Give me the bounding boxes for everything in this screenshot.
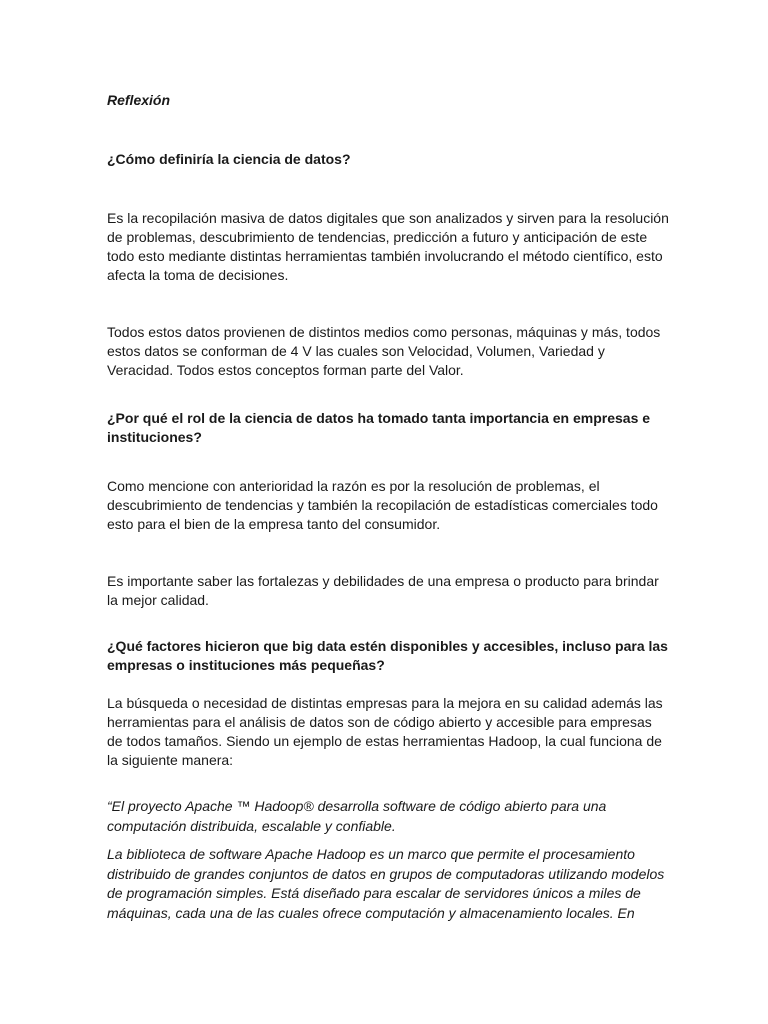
text-line: de todos tamaños. Siendo un ejemplo de estas herramientas Hadoop, la cual funciona de xyxy=(107,733,662,749)
quote-line: máquinas, cada una de las cuales ofrece computación y almacenamiento locales. En xyxy=(107,904,635,921)
text-line: todo esto mediante distintas herramientas también involucrando el método científico, esto xyxy=(107,248,663,264)
quote-line: “El proyecto Apache ™ Hadoop® desarrolla software de código abierto para una xyxy=(107,798,607,814)
question-line: empresas o instituciones más pequeñas? xyxy=(107,657,385,673)
question-2 xyxy=(107,409,667,447)
question-3 xyxy=(107,637,667,675)
text-line: descubrimiento de tendencias y también la recopilación de estadísticas comerciales todo xyxy=(107,497,658,513)
document-title: Reflexión xyxy=(107,92,171,108)
quote-line: computación distribuida, escalable y confiable. xyxy=(107,817,396,834)
text-line: Es importante saber las fortalezas y debilidades de una empresa o producto para brindar xyxy=(107,573,659,589)
text-line: Como mencione con anterioridad la razón es por la resolución de problemas, el xyxy=(107,478,600,494)
quote-line: La biblioteca de software Apache Hadoop es un marco que permite el procesamiento xyxy=(107,846,635,862)
text-line: de problemas, descubrimiento de tendencias, predicción a futuro y anticipación de este xyxy=(107,229,648,245)
question-line: ¿Por qué el rol de la ciencia de datos ha tomado tanta importancia en empresas e xyxy=(107,410,651,426)
paragraph-3-1 xyxy=(107,694,667,770)
text-line: estos datos se conforman de 4 V las cuales son Velocidad, Volumen, Variedad y xyxy=(107,343,605,359)
text-line: esto para el bien de la empresa tanto del consumidor. xyxy=(107,516,441,532)
quote-1 xyxy=(107,797,667,836)
text-line: la siguiente manera: xyxy=(107,752,234,768)
question-line: instituciones? xyxy=(107,429,202,445)
quote-2 xyxy=(107,845,667,923)
text-line: Todos estos datos provienen de distintos medios como personas, máquinas y más, todos xyxy=(107,324,661,340)
paragraph-2-1 xyxy=(107,477,667,534)
paragraph-1-2 xyxy=(107,323,667,380)
quote-line: distribuido de grandes conjuntos de datos en grupos de computadoras utilizando modelos xyxy=(107,865,665,882)
text-line: afecta la toma de decisiones. xyxy=(107,267,289,283)
paragraph-1-1 xyxy=(107,209,667,285)
text-line: Es la recopilación masiva de datos digitales que son analizados y sirven para la resolución xyxy=(107,210,669,226)
text-line: la mejor calidad. xyxy=(107,592,209,608)
text-line: herramientas para el análisis de datos son de código abierto y accesible para empresas xyxy=(107,714,652,730)
text-line: Veracidad. Todos estos conceptos forman parte del Valor. xyxy=(107,362,464,378)
quote-line: de programación simples. Está diseñado para escalar de servidores únicos a miles de xyxy=(107,885,641,901)
text-line: La búsqueda o necesidad de distintas empresas para la mejora en su calidad además las xyxy=(107,695,663,711)
question-line: ¿Qué factores hicieron que big data estén disponibles y accesibles, incluso para las xyxy=(107,638,668,654)
paragraph-2-2 xyxy=(107,572,667,610)
question-1: ¿Cómo definiría la ciencia de datos? xyxy=(107,151,351,167)
